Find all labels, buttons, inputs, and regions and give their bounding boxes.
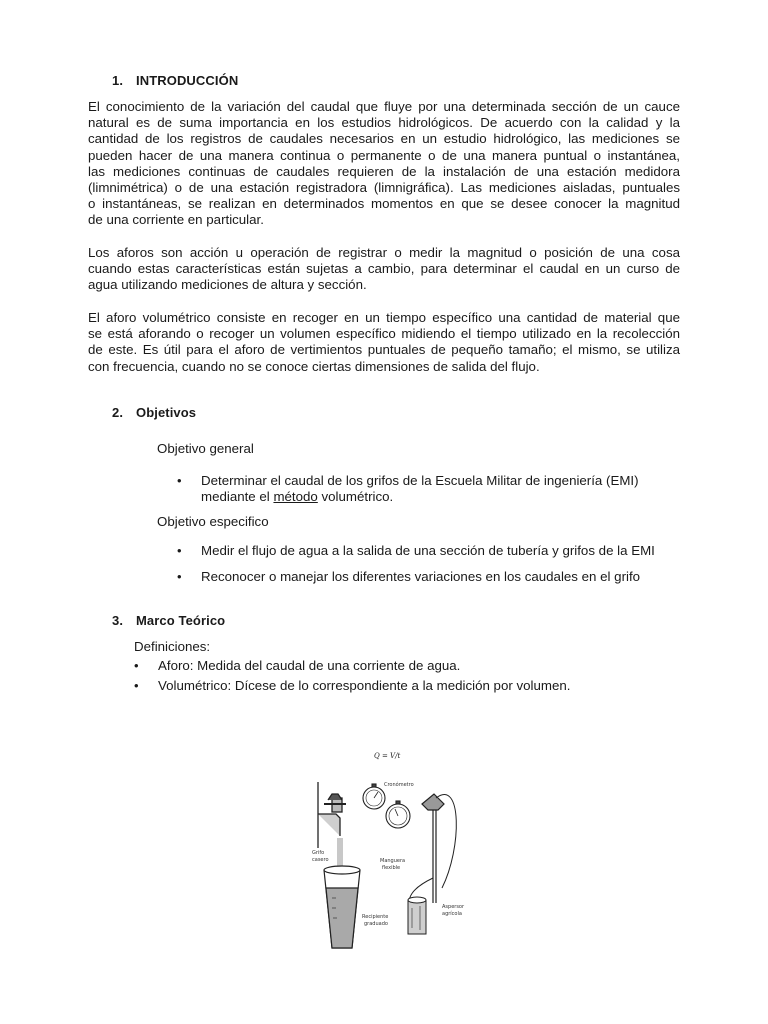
list-item bbox=[177, 569, 677, 585]
list-item bbox=[134, 678, 654, 694]
figure-label: casero bbox=[312, 857, 329, 863]
figure-label: Recipiente bbox=[362, 914, 389, 920]
sprinkler-icon bbox=[409, 794, 456, 910]
figure-label: Cronómetro bbox=[384, 782, 414, 788]
text-line: Los aforos son acción u operación de registrar o medir la magnitud o posición de una cosa bbox=[88, 245, 680, 260]
text-line: pueden hacer de una manera continua o permanente o de una manera puntual o instantánea, bbox=[88, 147, 680, 163]
list-item-text: Aforo: Medida del caudal de una corriente de agua. bbox=[158, 658, 461, 673]
section-title: Objetivos bbox=[136, 405, 197, 420]
list-item-text: Reconocer o manejar los diferentes variaciones en los caudales en el grifo bbox=[201, 569, 641, 584]
intro-paragraph-1 bbox=[88, 99, 680, 229]
text-line: (limnimétrica) o de una estación registradora (limnigráfica). Las mediciones aisladas, puntuales bbox=[88, 180, 680, 196]
list-item-text: Determinar el caudal de los grifos de la Escuela Militar de ingeniería (EMI) bbox=[201, 473, 639, 488]
section-heading-objectives bbox=[112, 405, 196, 420]
figure-label: agrícola bbox=[442, 911, 462, 917]
objective-specific-label: Objetivo especifico bbox=[157, 514, 269, 529]
bullet-icon: • bbox=[134, 658, 139, 673]
underlined-word: método bbox=[273, 489, 318, 504]
intro-paragraph-3 bbox=[88, 310, 680, 375]
section-heading-intro bbox=[112, 73, 238, 88]
text-line: de este. Es útil para el aforo de vertimientos puntuales de pequeño tamaño; el mismo, se utiliza bbox=[88, 342, 680, 358]
section-heading-theory bbox=[112, 613, 225, 628]
text-line: cuando estas características están sujetas a cambio, para determinar el caudal en un curso de bbox=[88, 261, 680, 277]
list-item-text: Medir el flujo de agua a la salida de una sección de tubería y grifos de la EMI bbox=[201, 543, 655, 558]
intro-paragraph-2 bbox=[88, 245, 680, 294]
definitions-label: Definiciones: bbox=[134, 639, 211, 654]
text-line: El aforo volumétrico consiste en recoger en un tiempo específico una cantidad de material que bbox=[88, 310, 680, 325]
list-item-text: mediante el bbox=[201, 489, 274, 504]
figure-label: flexible bbox=[382, 865, 401, 871]
text-line: con frecuencia, cuando no se conoce ciertas dimensiones de salida del flujo. bbox=[88, 358, 540, 374]
formula-label: Q = V/t bbox=[374, 752, 401, 760]
text-line: o instantáneas, se realizan en determinados momentos en que se desee conocer la magnitud bbox=[88, 196, 680, 212]
stopwatch-icon bbox=[386, 801, 410, 828]
list-item bbox=[177, 543, 677, 559]
section-number: 3. bbox=[112, 613, 124, 628]
section-title: Marco Teórico bbox=[136, 613, 226, 628]
text-line: natural es de suma importancia en los estudios hidrológicos. De acuerdo con la calidad y la bbox=[88, 115, 680, 131]
bullet-icon: • bbox=[177, 543, 182, 558]
text-line: se está aforando o recoger un volumen específico midiendo el tiempo utilizado en la recolección bbox=[88, 326, 680, 342]
section-number: 2. bbox=[112, 405, 124, 420]
text-line: cantidad de los registros de caudales necesarios en un estudio hidrológico, las mediciones se bbox=[88, 131, 680, 147]
container-icon bbox=[324, 866, 360, 948]
text-line: las mediciones continuas de caudales requieren de la instalación de una estación medidora bbox=[88, 163, 680, 179]
bottle-icon bbox=[408, 897, 426, 934]
objective-general-label: Objetivo general bbox=[157, 441, 254, 456]
text-line: agua utilizando mediciones de altura y sección. bbox=[88, 277, 367, 293]
list-item bbox=[177, 473, 677, 507]
section-title: INTRODUCCIÓN bbox=[136, 73, 239, 88]
figure-label: Manguera bbox=[380, 858, 406, 864]
section-number: 1. bbox=[112, 73, 124, 88]
stopwatch-icon bbox=[363, 784, 385, 809]
text-line: El conocimiento de la variación del caudal que fluye por una determinada sección de un cauce bbox=[88, 99, 680, 114]
figure-label: Grifo bbox=[312, 850, 325, 856]
volumetric-method-figure bbox=[302, 738, 476, 956]
bullet-icon: • bbox=[177, 473, 182, 488]
text-line: de una corriente en particular. bbox=[88, 212, 264, 228]
list-item bbox=[134, 658, 654, 674]
list-item-text: Volumétrico: Dícese de lo correspondiente a la medición por volumen. bbox=[158, 678, 571, 693]
bullet-icon: • bbox=[134, 678, 139, 693]
bullet-icon: • bbox=[177, 569, 182, 584]
list-item-text: volumétrico. bbox=[317, 489, 394, 504]
figure-label: Aspersor bbox=[442, 904, 465, 910]
figure-label: graduado bbox=[364, 921, 388, 927]
